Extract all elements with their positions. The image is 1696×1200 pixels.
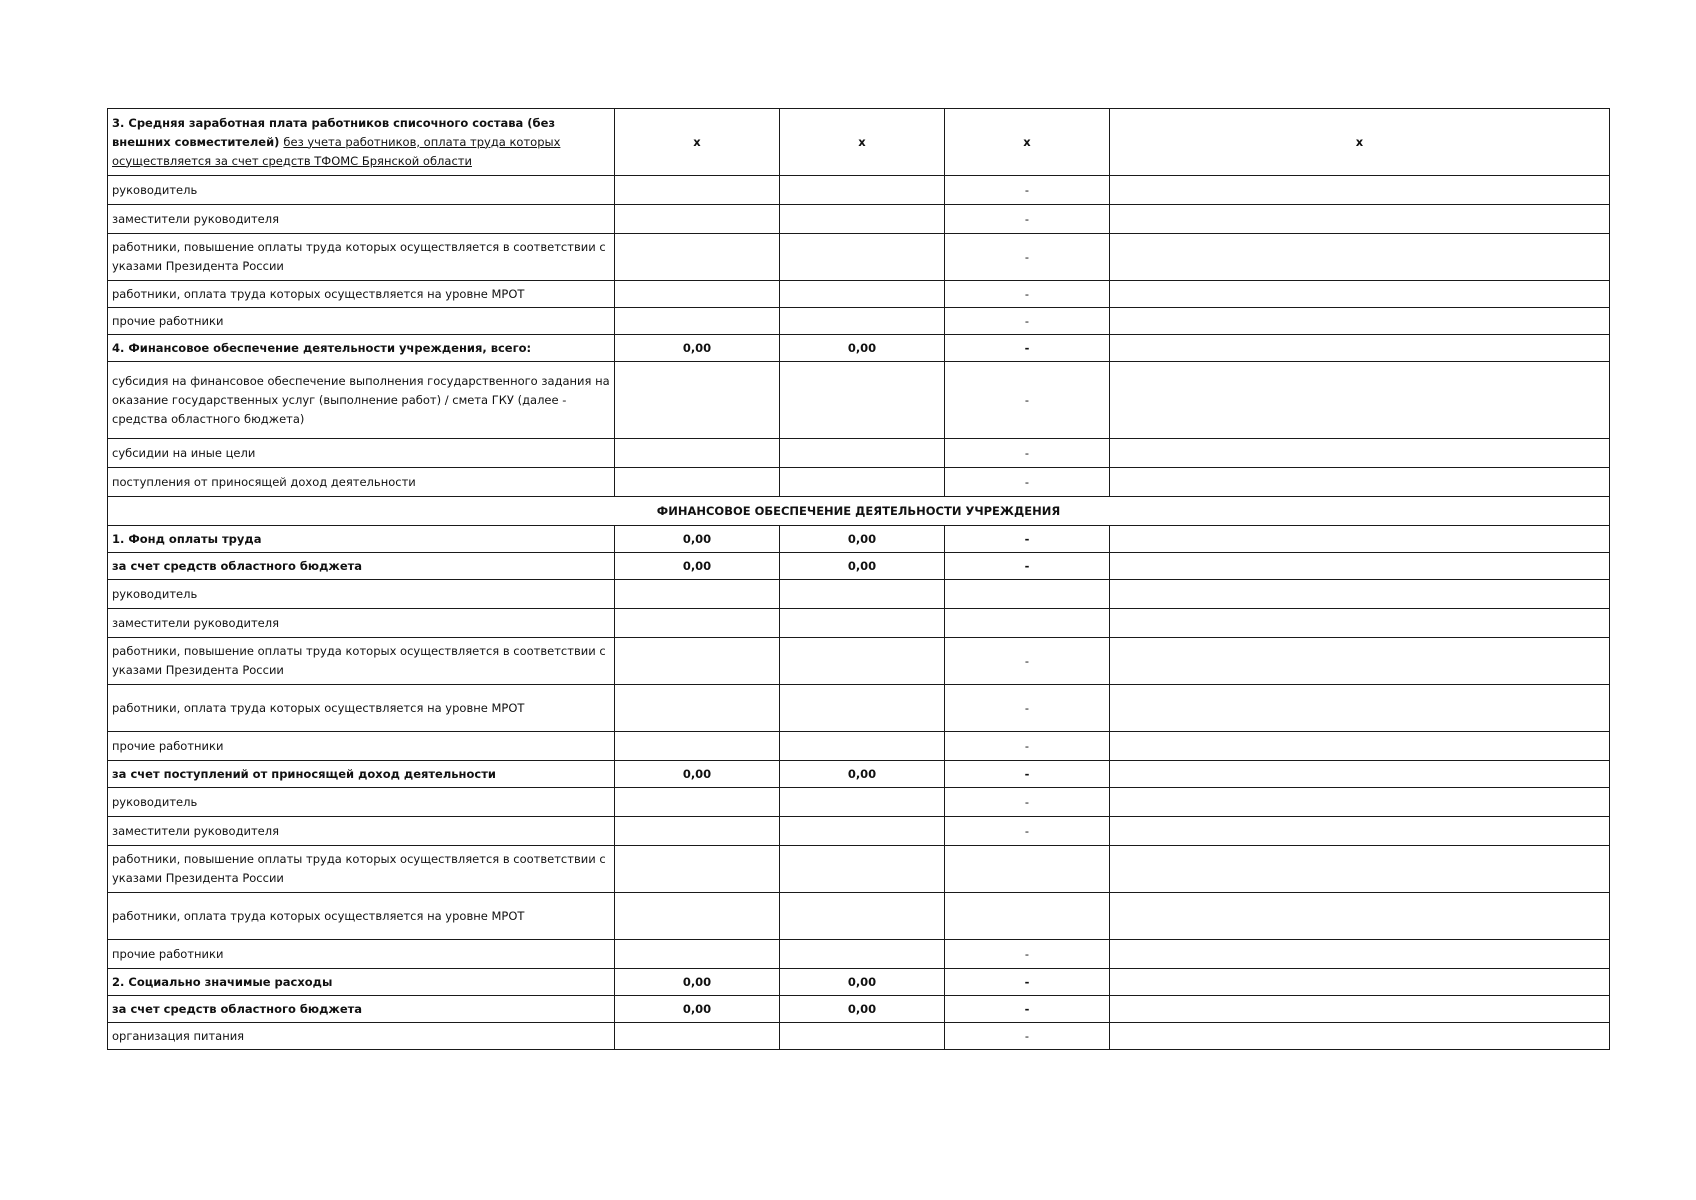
cell-value — [780, 281, 945, 308]
row-label: субсидия на финансовое обеспечение выполнения государственного задания на оказание государственных услуг (выполнение работ) / смета ГКУ (далее - средства областного бюджета) — [108, 362, 615, 439]
cell-value — [780, 846, 945, 893]
row-label: за счет средств областного бюджета — [108, 996, 615, 1023]
cell-value — [1110, 526, 1610, 553]
header-label-underlined: без учета работников, оплата труда которых осуществляется за счет средств ТФОМС Брянской области — [112, 134, 561, 168]
table-row — [108, 308, 1610, 335]
header-label-bold: 3. Средняя заработная плата работников списочного состава (без внешних совместителей) — [112, 115, 556, 149]
cell-value: 0,00 — [615, 996, 780, 1023]
cell-value — [780, 308, 945, 335]
table-row — [108, 205, 1610, 234]
cell-value — [780, 234, 945, 281]
row-label: за счет средств областного бюджета — [108, 553, 615, 580]
table-row — [108, 996, 1610, 1023]
cell-value — [780, 893, 945, 940]
cell-value — [780, 439, 945, 468]
cell-value — [615, 308, 780, 335]
cell-value — [1110, 969, 1610, 996]
cell-value — [1110, 846, 1610, 893]
cell-value — [615, 362, 780, 439]
cell-value — [1110, 788, 1610, 817]
cell-value — [615, 176, 780, 205]
row-label: прочие работники — [108, 940, 615, 969]
row-label: заместители руководителя — [108, 205, 615, 234]
row-label: работники, оплата труда которых осуществляется на уровне МРОТ — [108, 685, 615, 732]
cell-value: 0,00 — [615, 335, 780, 362]
cell-value — [615, 685, 780, 732]
cell-value — [1110, 281, 1610, 308]
table-row — [108, 685, 1610, 732]
cell-value — [1110, 893, 1610, 940]
row-label: руководитель — [108, 788, 615, 817]
cell-value: - — [945, 362, 1110, 439]
row-label: заместители руководителя — [108, 817, 615, 846]
cell-value: - — [945, 788, 1110, 817]
cell-value: - — [945, 281, 1110, 308]
cell-value: - — [945, 817, 1110, 846]
cell-value — [615, 638, 780, 685]
cell-value: 0,00 — [780, 553, 945, 580]
cell-value — [780, 732, 945, 761]
cell-value — [780, 817, 945, 846]
cell-value — [1110, 817, 1610, 846]
cell-value: 0,00 — [615, 969, 780, 996]
cell-value: x — [780, 109, 945, 176]
cell-value — [615, 281, 780, 308]
cell-value — [1110, 685, 1610, 732]
cell-value: - — [945, 940, 1110, 969]
table-row — [108, 638, 1610, 685]
cell-value: 0,00 — [780, 761, 945, 788]
row-label: работники, повышение оплаты труда которых осуществляется в соответствии с указами Президента России — [108, 638, 615, 685]
row-label: заместители руководителя — [108, 609, 615, 638]
cell-value — [1110, 553, 1610, 580]
cell-value — [615, 893, 780, 940]
table-row — [108, 761, 1610, 788]
table-row — [108, 609, 1610, 638]
cell-value — [615, 580, 780, 609]
cell-value — [615, 846, 780, 893]
cell-value — [615, 732, 780, 761]
cell-value: 0,00 — [615, 553, 780, 580]
table-row — [108, 788, 1610, 817]
report-sheet — [107, 108, 1609, 1050]
section-title: ФИНАНСОВОЕ ОБЕСПЕЧЕНИЕ ДЕЯТЕЛЬНОСТИ УЧРЕЖДЕНИЯ — [108, 497, 1610, 526]
table-row — [108, 846, 1610, 893]
cell-value: - — [945, 638, 1110, 685]
cell-value: - — [945, 468, 1110, 497]
cell-value — [615, 468, 780, 497]
table-row — [108, 439, 1610, 468]
cell-value — [1110, 1023, 1610, 1050]
cell-value — [615, 234, 780, 281]
cell-value: 0,00 — [780, 996, 945, 1023]
cell-value: - — [945, 308, 1110, 335]
table-row — [108, 335, 1610, 362]
cell-value: 0,00 — [780, 526, 945, 553]
table-row — [108, 176, 1610, 205]
cell-value — [615, 1023, 780, 1050]
row-label: руководитель — [108, 580, 615, 609]
cell-value — [615, 817, 780, 846]
cell-value: x — [615, 109, 780, 176]
cell-value — [1110, 996, 1610, 1023]
cell-value — [1110, 609, 1610, 638]
cell-value: 0,00 — [780, 969, 945, 996]
table-row — [108, 526, 1610, 553]
cell-value — [945, 580, 1110, 609]
cell-value: - — [945, 996, 1110, 1023]
table-row — [108, 362, 1610, 439]
table-row — [108, 893, 1610, 940]
cell-value: - — [945, 205, 1110, 234]
table-row — [108, 580, 1610, 609]
cell-value — [780, 940, 945, 969]
cell-value — [780, 685, 945, 732]
report-table — [107, 108, 1610, 1050]
cell-value: - — [945, 526, 1110, 553]
table-row — [108, 234, 1610, 281]
cell-value — [1110, 761, 1610, 788]
row-label: субсидии на иные цели — [108, 439, 615, 468]
cell-value: - — [945, 969, 1110, 996]
cell-value — [1110, 205, 1610, 234]
cell-value — [1110, 580, 1610, 609]
cell-value — [1110, 439, 1610, 468]
cell-value — [1110, 176, 1610, 205]
table-row — [108, 497, 1610, 526]
cell-value — [615, 609, 780, 638]
row-label: работники, оплата труда которых осуществляется на уровне МРОТ — [108, 893, 615, 940]
cell-value — [1110, 638, 1610, 685]
table-row — [108, 553, 1610, 580]
table-row — [108, 817, 1610, 846]
row-label: работники, повышение оплаты труда которых осуществляется в соответствии с указами Президента России — [108, 234, 615, 281]
table-row — [108, 281, 1610, 308]
row-label: поступления от приносящей доход деятельности — [108, 468, 615, 497]
cell-value: - — [945, 176, 1110, 205]
cell-value: - — [945, 1023, 1110, 1050]
cell-value — [780, 176, 945, 205]
cell-value — [945, 893, 1110, 940]
row-label: прочие работники — [108, 308, 615, 335]
table-row — [108, 969, 1610, 996]
row-label: руководитель — [108, 176, 615, 205]
table-row — [108, 109, 1610, 176]
cell-value — [780, 609, 945, 638]
cell-value — [615, 940, 780, 969]
cell-value — [1110, 335, 1610, 362]
row-label: 4. Финансовое обеспечение деятельности учреждения, всего: — [108, 335, 615, 362]
cell-value: - — [945, 761, 1110, 788]
cell-value — [1110, 308, 1610, 335]
cell-value — [780, 362, 945, 439]
cell-value: 0,00 — [780, 335, 945, 362]
cell-value: - — [945, 234, 1110, 281]
table-row — [108, 468, 1610, 497]
cell-value: 0,00 — [615, 761, 780, 788]
cell-value: x — [1110, 109, 1610, 176]
cell-value — [1110, 732, 1610, 761]
row-label: 2. Социально значимые расходы — [108, 969, 615, 996]
table-row — [108, 940, 1610, 969]
cell-value — [780, 468, 945, 497]
cell-value — [615, 788, 780, 817]
cell-value — [945, 846, 1110, 893]
row-label: работники, повышение оплаты труда которых осуществляется в соответствии с указами Президента России — [108, 846, 615, 893]
cell-value — [615, 205, 780, 234]
row-label: за счет поступлений от приносящей доход деятельности — [108, 761, 615, 788]
cell-value: 0,00 — [615, 526, 780, 553]
cell-value — [780, 638, 945, 685]
table-row — [108, 1023, 1610, 1050]
cell-value — [1110, 234, 1610, 281]
cell-value: x — [945, 109, 1110, 176]
cell-value — [1110, 362, 1610, 439]
row-label: 1. Фонд оплаты труда — [108, 526, 615, 553]
row-label — [108, 109, 615, 176]
cell-value — [615, 439, 780, 468]
cell-value: - — [945, 335, 1110, 362]
cell-value: - — [945, 553, 1110, 580]
cell-value — [1110, 940, 1610, 969]
cell-value — [945, 609, 1110, 638]
row-label: работники, оплата труда которых осуществляется на уровне МРОТ — [108, 281, 615, 308]
table-row — [108, 732, 1610, 761]
row-label: организация питания — [108, 1023, 615, 1050]
cell-value — [780, 205, 945, 234]
row-label: прочие работники — [108, 732, 615, 761]
cell-value — [780, 1023, 945, 1050]
cell-value — [780, 788, 945, 817]
cell-value: - — [945, 732, 1110, 761]
cell-value: - — [945, 685, 1110, 732]
cell-value — [1110, 468, 1610, 497]
cell-value — [780, 580, 945, 609]
cell-value: - — [945, 439, 1110, 468]
